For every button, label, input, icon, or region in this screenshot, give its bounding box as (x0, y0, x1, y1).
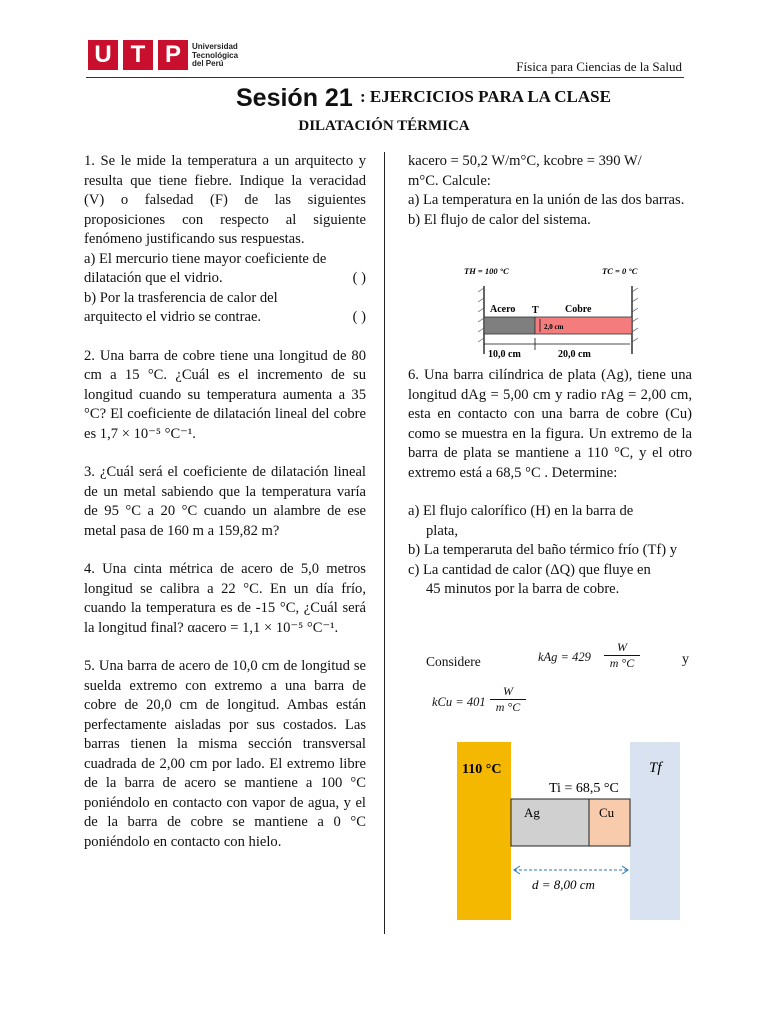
exercise-3: 3. ¿Cuál será el coeficiente de dilatación lineal de un metal sabiendo que la temperatura varía de 95 °C a 20 °C cuando un alambre de ese metal pasa de 160 m a 159,82 m? (84, 464, 366, 539)
exercise-4: 4. Una cinta métrica de acero de 5,0 metros longitud se calibra a 22 °C. En un día frío, cuando la temperatura es de -15 °C, ¿Cuál será la longitud final? αacero = 1,1 × 10⁻⁵ °C⁻¹. (84, 561, 366, 636)
silver-copper-diagram (452, 742, 688, 924)
course-name: Física para Ciencias de la Salud (516, 59, 682, 74)
cold-bath-label: Tf (649, 760, 662, 776)
right-column-exercise-6 (408, 366, 692, 600)
k-silver-label: kAg = 429 (538, 650, 591, 664)
question-6a-line2: plata, (426, 522, 459, 539)
exercise-1-a-line2: dilatación que el vidrio. (84, 270, 223, 286)
question-5a: a) La temperatura en la unión de las dos barras. (408, 192, 685, 208)
exercise-1-a-row (84, 269, 366, 289)
conductivity-line: kacero = 50,2 W/m°C, kcobre = 390 W/ (408, 153, 642, 169)
right-column-top (408, 152, 692, 230)
k-copper-label: kCu = 401 (432, 695, 486, 709)
and-label: y (682, 652, 689, 667)
distance-label: d = 8,00 cm (532, 877, 595, 892)
silver-bar (511, 799, 589, 846)
k-copper-unit-top: W (490, 684, 526, 700)
junction-label: T (532, 305, 539, 316)
exercise-5: 5. Una barra de acero de 10,0 cm de longitud se suelda extremo con extremo a una barra de cobre de 20,0 cm de longitud. Ambas están perfectamente aisladas por sus costados. Las barras tienen la misma sección transversal cuadrada de 2,00 cm por lado. El extremo libre de la barra de acero se mantiene a 100 °C poniéndolo en contacto con vapor de agua, y el de la barra de cobre se mantiene a 0 °C poniéndolo en contacto con hielo. (84, 658, 366, 850)
exercise-1-a-line1: a) El mercurio tiene mayor coeficiente de (84, 250, 327, 267)
exercise-1: 1. Se le mide la temperatura a un arquitecto y resulta que tiene fiebre. Indique la veracidad (V) o falsedad (F) de las siguientes proposiciones con respecto al siguiente fenómeno justificando sus respuestas. (84, 153, 366, 247)
cold-temp-label: TC = 0 °C (602, 266, 638, 276)
k-copper-unit-bottom: m °C (495, 700, 521, 714)
k-silver-unit-top: W (604, 640, 640, 656)
steel-length-label: 10,0 cm (488, 349, 521, 360)
logo-letter-t: T (123, 40, 153, 70)
logo-letter-p: P (158, 40, 188, 70)
answer-blank-a: ( ) (352, 270, 366, 286)
steel-label: Acero (490, 304, 516, 315)
side-label: 2,0 cm (544, 323, 564, 331)
steel-bar (484, 317, 535, 334)
exercise-1-b-line2: arquitecto el vidrio se contrae. (84, 309, 262, 325)
logo-text: Universidad Tecnológica del Perú (192, 42, 239, 68)
exercise-1-b-line1: b) Por la trasferencia de calor del (84, 289, 278, 306)
question-6b: b) La temperaruta del baño térmico frío (Tf) y (408, 542, 678, 558)
conductivity-line-2: m°C. Calcule: (408, 172, 491, 189)
header-divider (86, 77, 684, 78)
interface-temp-label: Ti = 68,5 °C (549, 781, 619, 796)
bars-diagram (452, 262, 652, 362)
copper-bar-label: Cu (599, 805, 615, 820)
left-column (84, 152, 366, 852)
k-silver-unit-bottom: m °C (609, 656, 635, 670)
hot-temp-label: TH = 100 °C (464, 266, 509, 276)
session-title: Sesión 21 (236, 84, 353, 112)
question-6a-line1: a) El flujo calorífico (H) en la barra de (408, 503, 634, 519)
session-heading: : EJERCICIOS PARA LA CLASE (360, 87, 611, 106)
consider-label: Considere (426, 654, 481, 669)
exercise-1-b-row (84, 308, 366, 328)
silver-label: Ag (524, 805, 540, 820)
k-silver-unit (604, 640, 640, 671)
hot-bath-label: 110 °C (462, 762, 502, 777)
question-5b: b) El flujo de calor del sistema. (408, 211, 591, 228)
column-divider (384, 152, 385, 934)
exercise-6: 6. Una barra cilíndrica de plata (Ag), tiene una longitud dAg = 5,00 cm y radio rAg = 2,00 cm, esta en contacto con una barra de cobre (Cu) como se muestra en la figura. Un extremo de la barra de plata se mantiene a 110 °C, y el otro extremo está a 68,5 °C . Determine: (408, 367, 692, 481)
logo-letter-u: U (88, 40, 118, 70)
page-subtitle: DILATACIÓN TÉRMICA (298, 118, 470, 134)
copper-label: Cobre (565, 304, 592, 315)
k-copper-unit (490, 684, 526, 715)
copper-length-label: 20,0 cm (558, 349, 591, 360)
question-6c-line1: c) La cantidad de calor (ΔQ) que fluye en (408, 561, 651, 578)
question-6c-line2: 45 minutos por la barra de cobre. (426, 581, 620, 597)
exercise-2: 2. Una barra de cobre tiene una longitud de 80 cm a 15 °C. ¿Cuál es el incremento de su longitud cuando su temperatura aumenta a 35 °C? El coeficiente de dilatación lineal del cobre es 1,7 × 10⁻⁵ °C⁻¹. (84, 347, 366, 442)
answer-blank-b: ( ) (352, 309, 366, 325)
utp-logo (88, 40, 248, 72)
